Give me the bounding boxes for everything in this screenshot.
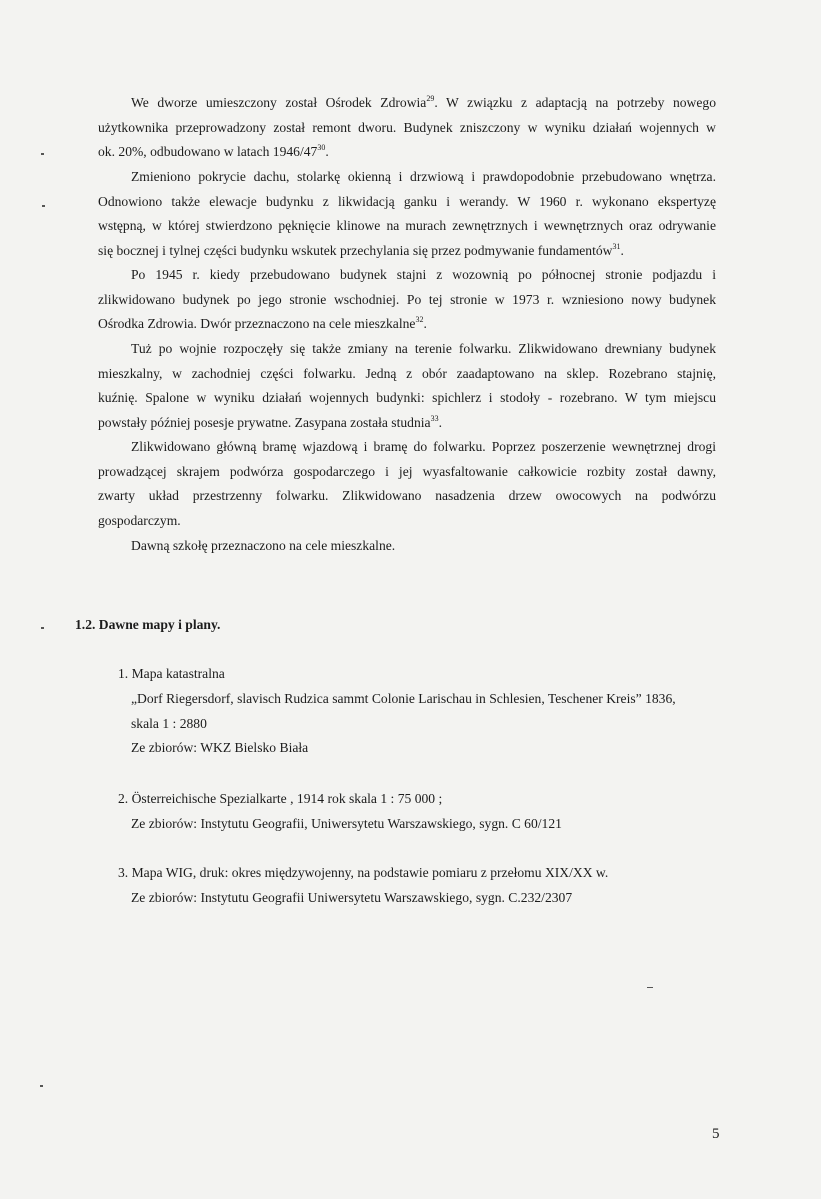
footnote-ref: 32	[415, 315, 424, 325]
text-segment: się bocznej i tylnej części budynku wskutek przechylania się przez podmywanie fundamentów	[98, 242, 613, 258]
page-number: 5	[712, 1126, 720, 1142]
text-line	[98, 484, 716, 509]
text-line	[98, 239, 716, 264]
paragraph	[98, 165, 716, 263]
text-line	[98, 116, 716, 141]
map-detail: Ze zbiorów: WKZ Bielsko Biała	[131, 740, 309, 756]
map-item	[118, 861, 608, 911]
text-line	[98, 214, 716, 239]
paragraph	[98, 337, 716, 435]
text-segment: Zlikwidowano główną bramę wjazdową i bramę do folwarku. Poprzez poszerzenie wewnętrznej drogi	[131, 439, 716, 454]
text-line	[98, 140, 716, 165]
text-segment: gospodarczym.	[98, 512, 181, 528]
footnote-ref: 31	[612, 241, 621, 251]
map-detail: „Dorf Riegersdorf, slavisch Rudzica sammt Colonie Larischau in Schlesien, Teschener Kreis” 1836,	[131, 690, 676, 706]
text-segment: ok. 20%, odbudowano w latach 1946/47	[98, 144, 318, 160]
section-heading: 1.2. Dawne mapy i plany.	[75, 617, 221, 632]
text-line	[98, 165, 716, 190]
text-line	[98, 337, 716, 362]
text-line	[98, 509, 716, 534]
text-segment: kuźnię. Spalone w wyniku działań wojennych budynki: spichlerz i stodoły - rozebrano. W tym miejscu	[98, 390, 716, 406]
map-detail: Ze zbiorów: Instytutu Geografii Uniwersytetu Warszawskiego, sygn. C.232/2307	[131, 889, 573, 905]
scan-mark	[41, 153, 44, 155]
text-segment: powstały później posesje prywatne. Zasypana została studnia	[98, 414, 431, 430]
text-segment: .	[620, 242, 624, 258]
map-title: 3. Mapa WIG, druk: okres międzywojenny, na podstawie pomiaru z przełomu XIX/XX w.	[118, 865, 609, 880]
text-line	[98, 312, 716, 337]
text-line	[98, 460, 716, 485]
text-segment: mieszkalny, w zachodniej części folwarku. Jedną z obór zaadaptowano na sklep. Rozebrano stajnię,	[98, 365, 716, 381]
text-segment: Odnowiono także elewacje budynku z likwidacją ganku i werandy. W 1960 r. wykonano ekspertyzę	[98, 193, 716, 209]
paragraph	[98, 91, 716, 165]
text-line	[98, 263, 716, 288]
map-detail: skala 1 : 2880	[131, 715, 207, 731]
text-segment: wstępną, w której stwierdzono pęknięcie klinowe na murach zewnętrznych i wewnętrznych oraz odrywanie	[98, 218, 716, 234]
text-line	[98, 386, 716, 411]
paragraph	[98, 263, 716, 337]
text-line	[98, 435, 716, 460]
footnote-ref: 30	[317, 143, 326, 153]
paragraph	[98, 435, 716, 533]
scan-mark	[42, 205, 45, 207]
map-detail: Ze zbiorów: Instytutu Geografii, Uniwersytetu Warszawskiego, sygn. C 60/121	[131, 815, 562, 831]
map-item	[118, 787, 562, 837]
text-segment: użytkownika przeprowadzony został remont dworu. Budynek zniszczony w wyniku działań wojennych w	[98, 119, 716, 135]
text-segment: .	[438, 414, 442, 430]
scan-mark	[647, 987, 653, 988]
text-segment: prowadzącej skrajem podwórza gospodarczego i jej wyasfaltowanie całkowicie rozbity został dawny,	[98, 463, 716, 479]
text-segment: . W związku z adaptacją na potrzeby nowego	[434, 95, 716, 110]
text-line	[98, 362, 716, 387]
text-segment: Zmieniono pokrycie dachu, stolarkę okienną i drzwiową i prawdopodobnie przebudowano wnętrza.	[131, 169, 716, 184]
text-segment: We dworze umieszczony został Ośrodek Zdrowia	[131, 95, 427, 110]
scan-mark	[40, 1085, 43, 1087]
text-segment: Tuż po wojnie rozpoczęły się także zmiany na terenie folwarku. Zlikwidowano drewniany budynek	[131, 341, 716, 356]
map-title: 2. Österreichische Spezialkarte , 1914 rok skala 1 : 75 000 ;	[118, 791, 443, 806]
paragraph	[98, 534, 716, 559]
text-line	[98, 534, 716, 559]
footnote-ref: 29	[426, 94, 435, 103]
text-line	[98, 411, 716, 436]
text-line	[98, 91, 716, 116]
text-segment: zlikwidowano budynek po jego stronie wschodniej. Po tej stronie w 1973 r. wzniesiono nowy budynek	[98, 291, 716, 307]
text-segment: .	[423, 316, 427, 332]
scan-mark	[41, 627, 44, 629]
text-segment: zwarty układ przestrzenny folwarku. Zlikwidowano nasadzenia drzew owocowych na podwórzu	[98, 488, 716, 504]
text-segment: Po 1945 r. kiedy przebudowano budynek stajni z wozownią po północnej stronie podjazdu i	[131, 267, 716, 282]
text-segment: .	[325, 144, 329, 160]
map-item	[118, 662, 676, 761]
text-segment: Ośrodka Zdrowia. Dwór przeznaczono na cele mieszkalne	[98, 316, 416, 332]
footnote-ref: 33	[430, 413, 439, 423]
text-line	[98, 288, 716, 313]
text-line	[98, 190, 716, 215]
map-title: 1. Mapa katastralna	[118, 666, 225, 681]
text-segment: Dawną szkołę przeznaczono na cele mieszkalne.	[131, 538, 396, 553]
